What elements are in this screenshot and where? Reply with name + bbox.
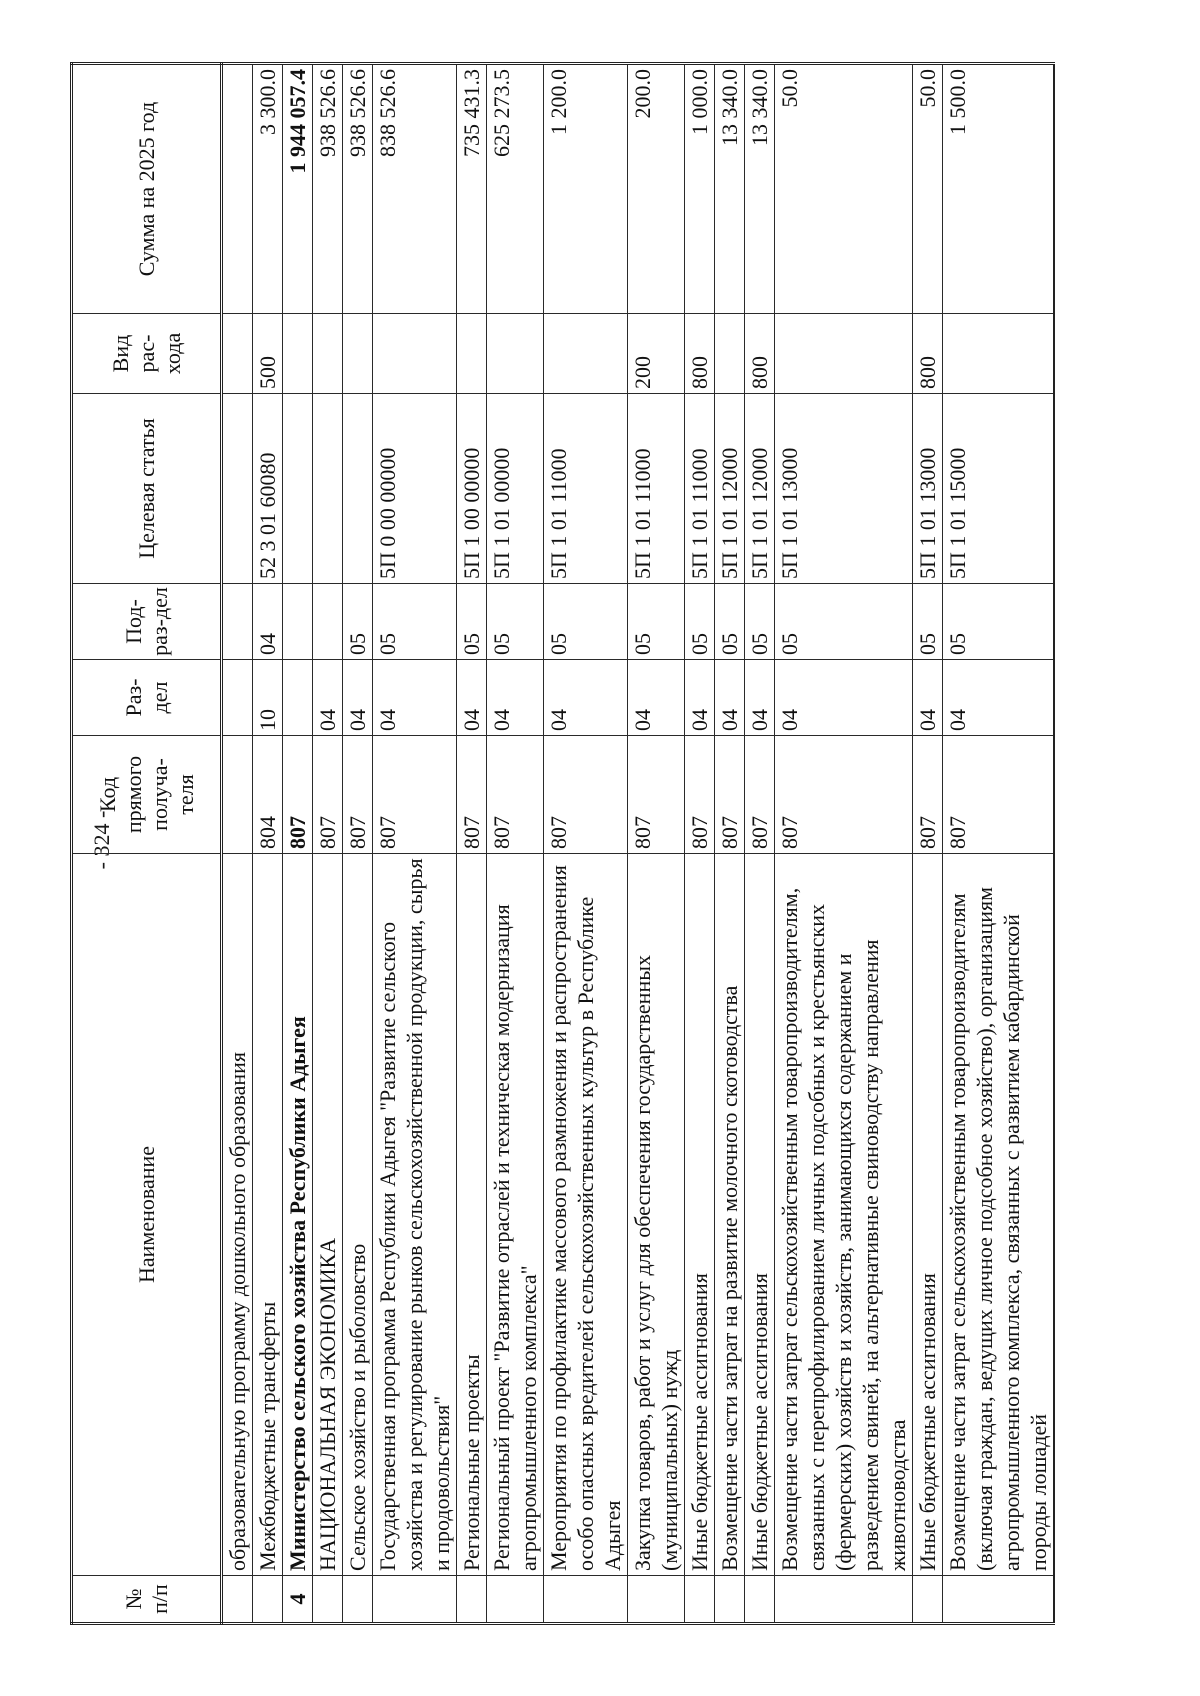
cell-section — [283, 660, 313, 736]
budget-sheet — [70, 65, 1070, 1625]
cell-subsection: 05 — [457, 584, 487, 660]
cell-subsection: 05 — [487, 584, 544, 660]
cell-amount: 838 526.6 — [373, 64, 457, 314]
cell-no: 4 — [283, 1576, 313, 1624]
cell-recipient: 807 — [628, 736, 685, 854]
cell-amount: 1 944 057.4 — [283, 64, 313, 314]
cell-recipient: 807 — [715, 736, 745, 854]
cell-recipient: 807 — [487, 736, 544, 854]
cell-name: Возмещение части затрат сельскохозяйственным товаропроизводителям (включая граждан, ведущих личное подсобное хозяйство), организациям агропромышленного комплекса, связанных с развитием кабардинской породы лошадей — [943, 854, 1055, 1576]
table-row — [283, 64, 313, 1624]
header-section: Раз-дел — [72, 660, 222, 736]
cell-target: 5П 1 01 00000 — [487, 394, 544, 584]
cell-amount: 13 340.0 — [745, 64, 775, 314]
header-row — [72, 64, 222, 1624]
cell-subsection: 05 — [745, 584, 775, 660]
cell-recipient: 807 — [283, 736, 313, 854]
cell-expense — [373, 314, 457, 394]
cell-amount: 1 000.0 — [685, 64, 715, 314]
cell-expense — [775, 314, 913, 394]
table-row — [544, 64, 628, 1624]
cell-expense — [544, 314, 628, 394]
cell-section — [222, 660, 253, 736]
cell-no — [343, 1576, 373, 1624]
cell-subsection: 05 — [628, 584, 685, 660]
header-subsection: Под-раз-дел — [72, 584, 222, 660]
cell-name: Возмещение части затрат на развитие молочного скотоводства — [715, 854, 745, 1576]
page-number: - 324 - — [89, 810, 114, 870]
table-row — [745, 64, 775, 1624]
cell-name: Возмещение части затрат сельскохозяйственным товаропроизводителям, связанных с перепрофилированием личных подсобных и крестьянских (фермерских) хозяйств и хозяйств, занимающихся содержанием и разведением свиней, на альтернативные свиноводству направления животноводства — [775, 854, 913, 1576]
cell-section: 10 — [253, 660, 283, 736]
cell-recipient: 807 — [913, 736, 943, 854]
cell-name: образовательную программу дошкольного образования — [222, 854, 253, 1576]
cell-subsection: 04 — [253, 584, 283, 660]
cell-target: 5П 0 00 00000 — [373, 394, 457, 584]
cell-recipient: 807 — [745, 736, 775, 854]
cell-subsection: 05 — [715, 584, 745, 660]
cell-target: 5П 1 01 11000 — [685, 394, 715, 584]
cell-target: 5П 1 01 12000 — [715, 394, 745, 584]
cell-name: Сельское хозяйство и рыболовство — [343, 854, 373, 1576]
cell-expense — [343, 314, 373, 394]
cell-amount: 1 200.0 — [544, 64, 628, 314]
cell-section: 04 — [544, 660, 628, 736]
cell-no — [457, 1576, 487, 1624]
cell-recipient: 807 — [685, 736, 715, 854]
cell-expense — [715, 314, 745, 394]
cell-amount: 938 526.6 — [313, 64, 343, 314]
cell-target: 5П 1 01 11000 — [544, 394, 628, 584]
cell-recipient: 807 — [775, 736, 913, 854]
header-target: Целевая статья — [72, 394, 222, 584]
cell-name: Государственная программа Республики Адыгея "Развитие сельского хозяйства и регулирование рынков сельскохозяйственной продукции, сырья и продовольствия" — [373, 854, 457, 1576]
cell-expense: 500 — [253, 314, 283, 394]
table-row — [457, 64, 487, 1624]
cell-name: Министерство сельского хозяйства Республики Адыгея — [283, 854, 313, 1576]
cell-recipient: 807 — [313, 736, 343, 854]
cell-section: 04 — [313, 660, 343, 736]
cell-subsection: 05 — [775, 584, 913, 660]
cell-name: Иные бюджетные ассигнования — [913, 854, 943, 1576]
cell-recipient: 807 — [544, 736, 628, 854]
cell-target: 5П 1 01 13000 — [775, 394, 913, 584]
cell-subsection: 05 — [913, 584, 943, 660]
cell-recipient — [222, 736, 253, 854]
table-row — [313, 64, 343, 1624]
table-row — [222, 64, 253, 1624]
cell-no — [685, 1576, 715, 1624]
cell-amount: 625 273.5 — [487, 64, 544, 314]
cell-expense — [283, 314, 313, 394]
cell-recipient: 807 — [943, 736, 1055, 854]
cell-name: Иные бюджетные ассигнования — [745, 854, 775, 1576]
table-row — [373, 64, 457, 1624]
cell-section: 04 — [628, 660, 685, 736]
table-row — [253, 64, 283, 1624]
cell-section: 04 — [487, 660, 544, 736]
cell-section: 04 — [745, 660, 775, 736]
cell-no — [715, 1576, 745, 1624]
table-row — [628, 64, 685, 1624]
cell-name: Иные бюджетные ассигнования — [685, 854, 715, 1576]
cell-amount: 1 500.0 — [943, 64, 1055, 314]
cell-target: 5П 1 01 11000 — [628, 394, 685, 584]
cell-recipient: 807 — [457, 736, 487, 854]
cell-no — [775, 1576, 913, 1624]
table-row — [715, 64, 745, 1624]
cell-section: 04 — [943, 660, 1055, 736]
cell-target: 5П 1 01 15000 — [943, 394, 1055, 584]
cell-name: Мероприятия по профилактике массового размножения и распространения особо опасных вредителей сельскохозяйственных культур в Республике Адыгея — [544, 854, 628, 1576]
cell-expense: 800 — [913, 314, 943, 394]
cell-target — [343, 394, 373, 584]
cell-subsection — [283, 584, 313, 660]
cell-no — [628, 1576, 685, 1624]
header-no: № п/п — [72, 1576, 222, 1624]
cell-name: НАЦИОНАЛЬНАЯ ЭКОНОМИКА — [313, 854, 343, 1576]
cell-amount: 13 340.0 — [715, 64, 745, 314]
cell-no — [544, 1576, 628, 1624]
cell-expense: 800 — [745, 314, 775, 394]
cell-no — [745, 1576, 775, 1624]
budget-table — [70, 62, 1055, 1625]
cell-subsection: 05 — [943, 584, 1055, 660]
cell-no — [487, 1576, 544, 1624]
cell-target — [283, 394, 313, 584]
cell-amount — [222, 64, 253, 314]
cell-target: 52 3 01 60080 — [253, 394, 283, 584]
cell-section: 04 — [775, 660, 913, 736]
cell-name: Межбюджетные трансферты — [253, 854, 283, 1576]
cell-subsection: 05 — [685, 584, 715, 660]
cell-amount: 3 300.0 — [253, 64, 283, 314]
cell-expense — [487, 314, 544, 394]
cell-section: 04 — [457, 660, 487, 736]
cell-section: 04 — [343, 660, 373, 736]
cell-target — [222, 394, 253, 584]
cell-no — [313, 1576, 343, 1624]
cell-subsection — [313, 584, 343, 660]
cell-no — [253, 1576, 283, 1624]
cell-no — [222, 1576, 253, 1624]
cell-name: Региональный проект "Развитие отраслей и техническая модернизация агропромышленного комплекса" — [487, 854, 544, 1576]
cell-subsection: 05 — [343, 584, 373, 660]
cell-name: Региональные проекты — [457, 854, 487, 1576]
cell-amount: 50.0 — [913, 64, 943, 314]
table-row — [487, 64, 544, 1624]
header-amount: Сумма на 2025 год — [72, 64, 222, 314]
cell-amount: 938 526.6 — [343, 64, 373, 314]
cell-target: 5П 1 01 13000 — [913, 394, 943, 584]
cell-amount: 200.0 — [628, 64, 685, 314]
cell-expense — [222, 314, 253, 394]
cell-no — [943, 1576, 1055, 1624]
cell-recipient: 807 — [343, 736, 373, 854]
cell-target — [313, 394, 343, 584]
header-recipient: Код прямого получа-теля — [72, 736, 222, 854]
table-row — [775, 64, 913, 1624]
table-row — [913, 64, 943, 1624]
cell-expense — [943, 314, 1055, 394]
cell-subsection — [222, 584, 253, 660]
table-row — [943, 64, 1055, 1624]
cell-expense — [313, 314, 343, 394]
cell-expense: 800 — [685, 314, 715, 394]
cell-recipient: 804 — [253, 736, 283, 854]
header-name: Наименование — [72, 854, 222, 1576]
header-expense: Вид рас-хода — [72, 314, 222, 394]
cell-expense: 200 — [628, 314, 685, 394]
cell-amount: 735 431.3 — [457, 64, 487, 314]
cell-no — [373, 1576, 457, 1624]
cell-subsection: 05 — [544, 584, 628, 660]
cell-subsection: 05 — [373, 584, 457, 660]
cell-target: 5П 1 00 00000 — [457, 394, 487, 584]
table-row — [685, 64, 715, 1624]
table-row — [343, 64, 373, 1624]
cell-no — [913, 1576, 943, 1624]
cell-expense — [457, 314, 487, 394]
cell-section: 04 — [685, 660, 715, 736]
cell-section: 04 — [715, 660, 745, 736]
cell-name: Закупка товаров, работ и услуг для обеспечения государственных (муниципальных) нужд — [628, 854, 685, 1576]
cell-target: 5П 1 01 12000 — [745, 394, 775, 584]
cell-section: 04 — [373, 660, 457, 736]
cell-recipient: 807 — [373, 736, 457, 854]
cell-amount: 50.0 — [775, 64, 913, 314]
cell-section: 04 — [913, 660, 943, 736]
